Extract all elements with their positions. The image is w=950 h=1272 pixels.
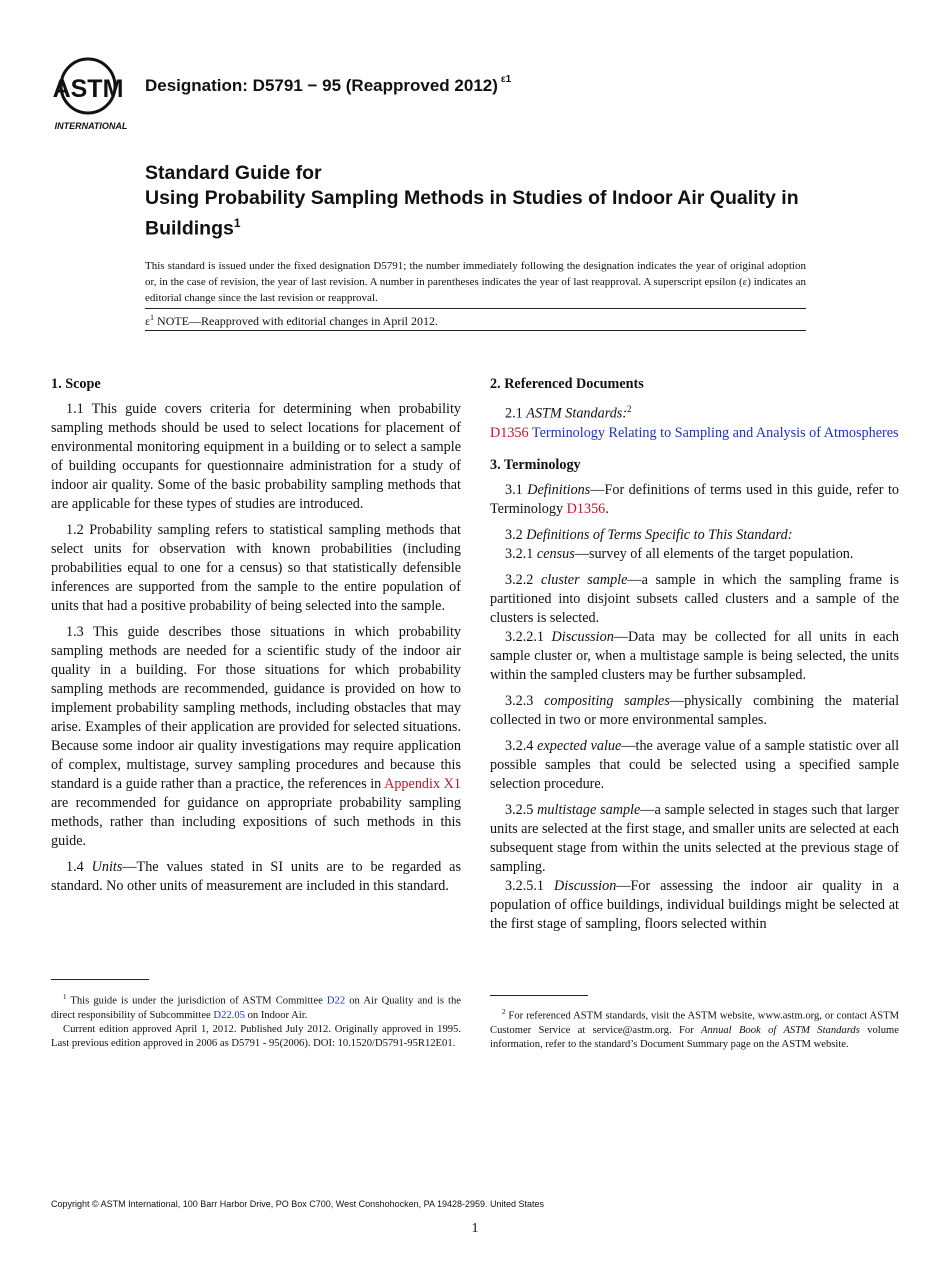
- standard-notice: This standard is issued under the fixed designation D5791; the number immediately following the designation indicates the year of original adoption or, in the case of revision, the year of last revision. A number in parentheses indicates the year of last reapproval. A superscript epsilon (ε) indicates an editorial change since the last revision or reapproval.: [145, 260, 806, 304]
- paragraph-3-2-5-1-number: 3.2.5.1: [505, 877, 555, 894]
- footnote-1-part-b: on Air Quality and is the direct responsibility of Subcommittee: [51, 995, 461, 1021]
- paragraph-2-1: [490, 400, 899, 424]
- footnote-rule-left: [51, 979, 149, 980]
- epsilon-note-text: NOTE—Reapproved with editorial changes in April 2012.: [154, 314, 438, 328]
- paragraph-3-2-2-text: —a sample in which the sampling frame is partitioned into disjoint subsets called clusters and a sample of the clusters is selected.: [490, 571, 899, 626]
- paragraph-3-2-2-1-text: —Data may be collected for all units in each sample cluster or, when a multistage sample is being selected, the units within the sampled clusters may be further subsampled.: [490, 628, 900, 683]
- footnote-2: [490, 1005, 899, 1052]
- paragraph-2-1-number: 2.1: [505, 405, 527, 422]
- paragraph-3-2-4: [490, 737, 899, 794]
- paragraph-3-2: [490, 526, 899, 545]
- paragraph-2-1-title: ASTM Standards:: [526, 405, 628, 422]
- astm-logo: [48, 56, 138, 134]
- footnote-1-part-a: This guide is under the jurisdiction of ASTM Committee: [66, 995, 327, 1007]
- logo-text: ASTM: [52, 75, 124, 103]
- paragraph-3-2-4-text: —the average value of a sample statistic over all possible samples that could be selected using a specified sample selection procedure.: [490, 737, 900, 792]
- paragraph-3-1: [490, 481, 899, 519]
- paragraph-1-4-text: —The values stated in SI units are to be regarded as standard. No other units of measurement are included in this standard.: [51, 859, 462, 894]
- paragraph-2-1-footnote-mark: 2: [627, 404, 632, 414]
- footnote-2-paragraph: [490, 1005, 899, 1052]
- epsilon-sup: 1: [150, 313, 155, 322]
- header-rule-bottom: [145, 330, 806, 331]
- title-line-2: Using Probability Sampling Methods in Studies of Indoor Air Quality in Buildings: [145, 187, 799, 240]
- designation-epsilon: ε1: [500, 74, 512, 86]
- epsilon-mark: ε: [145, 314, 151, 328]
- paragraph-1-1: 1.1 This guide covers criteria for determining when probability sampling methods should be used to select locations for placement of environmental monitoring equipment in a building or to select a sample of building occupants for questionnaire administration for a study of indoor air quality. Some of the basic probability sampling methods that are applicable for these types of studies are introduced.: [51, 401, 461, 512]
- section-heading-scope: 1. Scope: [51, 376, 101, 392]
- page-number: 1: [471, 1221, 479, 1236]
- paragraph-3-1-number: 3.1: [505, 481, 528, 498]
- paragraph-3-2-2-number: 3.2.2: [505, 571, 541, 588]
- subcommittee-d22-05-link[interactable]: D22.05: [213, 1009, 245, 1021]
- appendix-x1-link[interactable]: Appendix X1: [384, 776, 461, 792]
- referenced-standard-d1356[interactable]: [490, 424, 899, 443]
- designation: [145, 76, 511, 96]
- designation-text: Designation: D5791 − 95 (Reapproved 2012): [145, 76, 498, 95]
- paragraph-3-2-2-term: cluster sample: [541, 571, 628, 588]
- paragraph-3-2-2-1-number: 3.2.2.1: [505, 628, 552, 645]
- footnote-2-mark: 2: [502, 1008, 506, 1016]
- footnote-1-mark: 1: [63, 993, 67, 1001]
- paragraph-3-2-5-text: —a sample selected in stages such that larger units are selected at the first stage, and smaller units are selected at each subsequent stage from within the units selected at the previous stage of sampling.: [490, 801, 900, 875]
- epsilon-note: [145, 313, 438, 329]
- paragraph-3-2-title: Definitions of Terms Specific to This Standard:: [526, 526, 793, 543]
- paragraph-3-2-4-term: expected value: [537, 737, 622, 754]
- paragraph-3-1-text: —For definitions of terms used in this guide, refer to Terminology: [490, 481, 899, 517]
- terminology-d1356-link[interactable]: D1356: [566, 500, 606, 517]
- footnote-1-paragraph-2: Current edition approved April 1, 2012. Published July 2012. Originally approved in 1995. Last previous edition approved in 2006 as D5791 - 95(2006). DOI: 10.1520/D5791-95R12E01.: [51, 1023, 461, 1049]
- paragraph-3-2-1: [490, 545, 899, 564]
- paragraph-1-4: [51, 858, 461, 896]
- title-line-1: Standard Guide for: [145, 162, 322, 184]
- paragraph-3-2-5-1-term: Discussion: [554, 877, 617, 894]
- footnote-2-part-a: For referenced ASTM standards, visit the ASTM website, www.astm.org, or contact ASTM Customer Service at service@astm.org. For: [490, 1010, 899, 1036]
- footnote-rule-right: [490, 995, 588, 996]
- paragraph-1-3-part-b: are recommended for guidance on appropriate probability sampling methods, rather than including expositions of such methods in this guide.: [51, 795, 461, 849]
- paragraph-1-3: [51, 623, 461, 851]
- paragraph-3-2-1-text: —survey of all elements of the target population.: [574, 545, 854, 562]
- paragraph-3-2-2: [490, 571, 899, 628]
- paragraph-3-2-3-number: 3.2.3: [505, 692, 545, 709]
- paragraph-3-2-3-text: —physically combining the material collected in two or more environmental samples.: [490, 692, 900, 728]
- paragraph-3-2-5-1-text: —For assessing the indoor air quality in a population of office buildings, individual buildings might be selected at the first stage of sampling, floors selected within: [490, 877, 900, 932]
- footnote-2-part-b: volume information, refer to the standard’s Document Summary page on the ASTM website.: [490, 1024, 899, 1050]
- paragraph-1-2: 1.2 Probability sampling refers to statistical sampling methods that select units for observation with known probabilities (including probabilities equal to one for a census) so that statistically defensible inferences are supported from the sample to the entire population of units that had a positive probability of being selected into the sample.: [51, 522, 461, 614]
- paragraph-3-2-5-term: multistage sample: [537, 801, 641, 818]
- paragraph-3-2-3-term: compositing samples: [544, 692, 670, 709]
- paragraph-3-1-end: .: [605, 500, 609, 517]
- header-rule-top: [145, 308, 806, 309]
- copyright-notice: Copyright © ASTM International, 100 Barr Harbor Drive, PO Box C700, West Conshohocken, PA 19428-2959. United States: [51, 1199, 545, 1209]
- paragraph-3-2-2-1-term: Discussion: [551, 628, 614, 645]
- paragraph-3-2-number: 3.2: [505, 526, 527, 543]
- paragraph-3-2-3: [490, 692, 899, 730]
- section-heading-terminology: 3. Terminology: [490, 456, 581, 473]
- paragraph-3-2-5: [490, 801, 899, 877]
- paragraph-3-1-term: Definitions: [527, 481, 591, 498]
- footnote-1: [51, 990, 461, 1051]
- left-column: [51, 375, 461, 903]
- paragraph-1-3-part-a: 1.3 This guide describes those situations in which probability sampling methods are needed for a scientific study of the indoor air quality in a building. For those situations for which probability sampling methods are recommended, guidance is provided on how to implement probability sampling methods, including obstacles that may arise. Examples of their application are provided for selected situations. Because some indoor air quality investigations may require application of complex, multistage, survey sampling procedures and because this standard is a guide rather than a practice, the references in: [51, 624, 461, 792]
- footnote-2-italic: Annual Book of ASTM Standards: [701, 1024, 860, 1036]
- paragraph-3-2-5-1: [490, 877, 899, 934]
- ref-code-d1356[interactable]: D1356: [490, 424, 529, 441]
- paragraph-1-4-term: Units: [91, 859, 123, 875]
- paragraph-3-2-5-number: 3.2.5: [505, 801, 538, 818]
- footnote-1-part-c: on Indoor Air.: [244, 1009, 308, 1021]
- ref-title-d1356[interactable]: Terminology Relating to Sampling and Analysis of Atmospheres: [528, 424, 899, 441]
- committee-d22-link[interactable]: D22: [326, 995, 346, 1007]
- paragraph-3-2-4-number: 3.2.4: [505, 737, 538, 754]
- paragraph-1-4-number: 1.4: [66, 859, 92, 875]
- paragraph-3-2-1-term: census: [536, 545, 575, 562]
- section-heading-referenced-documents: 2. Referenced Documents: [490, 376, 644, 392]
- logo-sub-text: INTERNATIONAL: [54, 121, 128, 131]
- right-column: [490, 375, 899, 934]
- paragraph-3-2-2-1: [490, 628, 899, 685]
- paragraph-3-2-1-number: 3.2.1: [505, 545, 537, 562]
- astm-logo-mark: [48, 56, 138, 134]
- footnote-1-paragraph-1: [51, 990, 461, 1023]
- title-footnote-mark: 1: [233, 216, 241, 230]
- document-title: [145, 161, 835, 242]
